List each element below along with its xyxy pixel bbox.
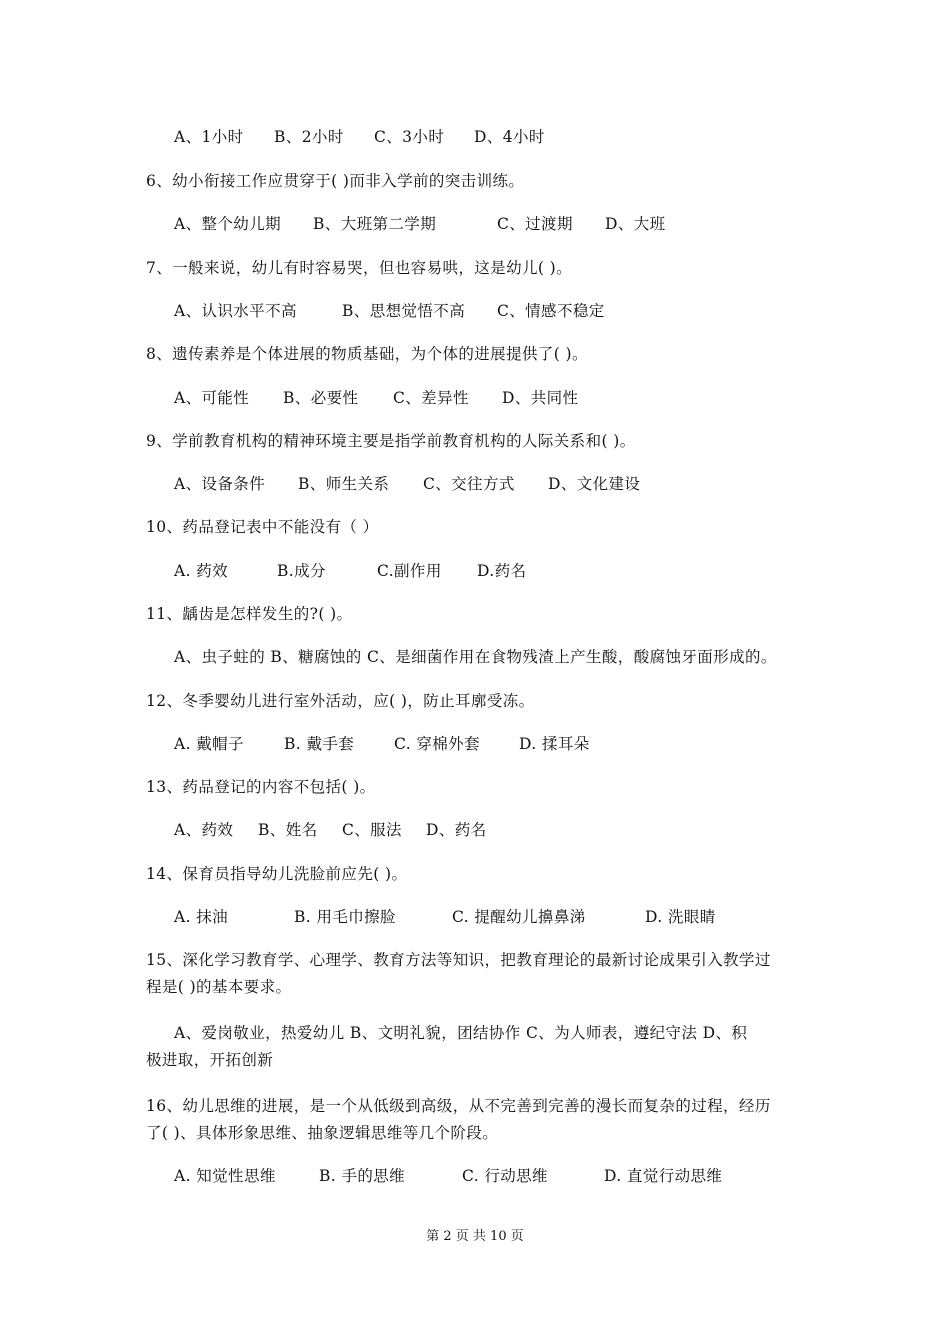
option-a: A、整个幼儿期 [174, 215, 281, 233]
option-a: A、药效 [174, 821, 234, 839]
option-b: B、大班第二学期 [313, 215, 437, 233]
option-b: B. 用毛巾擦脸 [294, 908, 396, 926]
option-d: D. 揉耳朵 [519, 735, 590, 753]
option-c: C、差异性 [393, 389, 469, 407]
question-16-line-1: 16、幼儿思维的进展，是一个从低级到高级，从不完善到完善的漫长而复杂的过程，经历 [146, 1097, 771, 1115]
option-d: D、药名 [426, 821, 487, 839]
option-d: D、文化建设 [548, 475, 641, 493]
question-15-line-1: 15、深化学习教育学、心理学、教育方法等知识，把教育理论的最新讨论成果引入教学过 [146, 951, 771, 969]
question-15-line-2: 程是( )的基本要求。 [146, 978, 292, 996]
question-11-options: A、虫子蛀的 B、糖腐蚀的 C、是细菌作用在食物残渣上产生酸，酸腐蚀牙面形成的。 [174, 648, 777, 666]
option-c: C. 穿棉外套 [394, 735, 480, 753]
question-12: 12、冬季婴幼儿进行室外活动，应( )，防止耳廓受冻。 [146, 692, 535, 710]
question-16-line-2: 了( )、具体形象思维、抽象逻辑思维等几个阶段。 [146, 1124, 499, 1142]
option-a: A. 抹油 [174, 908, 229, 926]
question-12-options [174, 734, 590, 754]
option-a: A、1小时 [174, 128, 244, 146]
option-a: A. 药效 [174, 562, 229, 580]
option-c: C. 提醒幼儿擤鼻涕 [452, 908, 586, 926]
option-c: C. 行动思维 [462, 1167, 548, 1185]
option-d: D、4小时 [474, 128, 545, 146]
option-a: A. 知觉性思维 [174, 1167, 276, 1185]
option-b: B. 手的思维 [319, 1167, 406, 1185]
question-7-options [174, 301, 605, 321]
question-8: 8、遗传素养是个体进展的物质基础，为个体的进展提供了( )。 [146, 345, 588, 363]
option-b: B. 戴手套 [284, 735, 355, 753]
option-c: C、服法 [342, 821, 402, 839]
option-b: B、师生关系 [298, 475, 390, 493]
option-c: C、交往方式 [423, 475, 515, 493]
question-13: 13、药品登记的内容不包括( )。 [146, 778, 376, 796]
option-b: B、思想觉悟不高 [342, 302, 466, 320]
question-8-options [174, 388, 578, 408]
option-a: A. 戴帽子 [174, 735, 244, 753]
question-16-options [174, 1166, 722, 1186]
question-10-options [174, 561, 526, 581]
option-c: C、过渡期 [497, 215, 573, 233]
question-5-options [174, 127, 545, 147]
option-c: C.副作用 [377, 562, 442, 580]
option-a: A、设备条件 [174, 475, 266, 493]
option-d: D、共同性 [502, 389, 579, 407]
option-c: C、3小时 [374, 128, 445, 146]
option-d: D.药名 [477, 562, 527, 580]
option-b: B、2小时 [274, 128, 344, 146]
question-6-options [174, 214, 666, 234]
question-15-options-line-2: 极进取，开拓创新 [146, 1051, 274, 1069]
page-number-footer: 第 2 页 共 10 页 [426, 1229, 524, 1244]
option-d: D、大班 [605, 215, 666, 233]
question-9-options [174, 474, 640, 494]
option-d: D. 直觉行动思维 [604, 1167, 723, 1185]
question-10: 10、药品登记表中不能没有（ ） [146, 518, 379, 536]
option-a: A、认识水平不高 [174, 302, 297, 320]
question-14-options [174, 907, 716, 927]
option-b: B.成分 [277, 562, 326, 580]
question-15-options-line-1: A、爱岗敬业，热爱幼儿 B、文明礼貌，团结协作 C、为人师表，遵纪守法 D、积 [174, 1024, 748, 1042]
question-14: 14、保育员指导幼儿洗脸前应先( )。 [146, 865, 408, 883]
question-7: 7、一般来说，幼儿有时容易哭，但也容易哄，这是幼儿( )。 [146, 259, 572, 277]
question-11: 11、龋齿是怎样发生的?( )。 [146, 605, 353, 623]
option-b: B、姓名 [258, 821, 318, 839]
question-9: 9、学前教育机构的精神环境主要是指学前教育机构的人际关系和( )。 [146, 432, 636, 450]
option-c: C、情感不稳定 [497, 302, 605, 320]
question-13-options [174, 820, 487, 840]
option-b: B、必要性 [283, 389, 359, 407]
question-6: 6、幼小衔接工作应贯穿于( )而非入学前的突击训练。 [146, 172, 525, 190]
option-a: A、可能性 [174, 389, 250, 407]
option-d: D. 洗眼睛 [645, 908, 716, 926]
